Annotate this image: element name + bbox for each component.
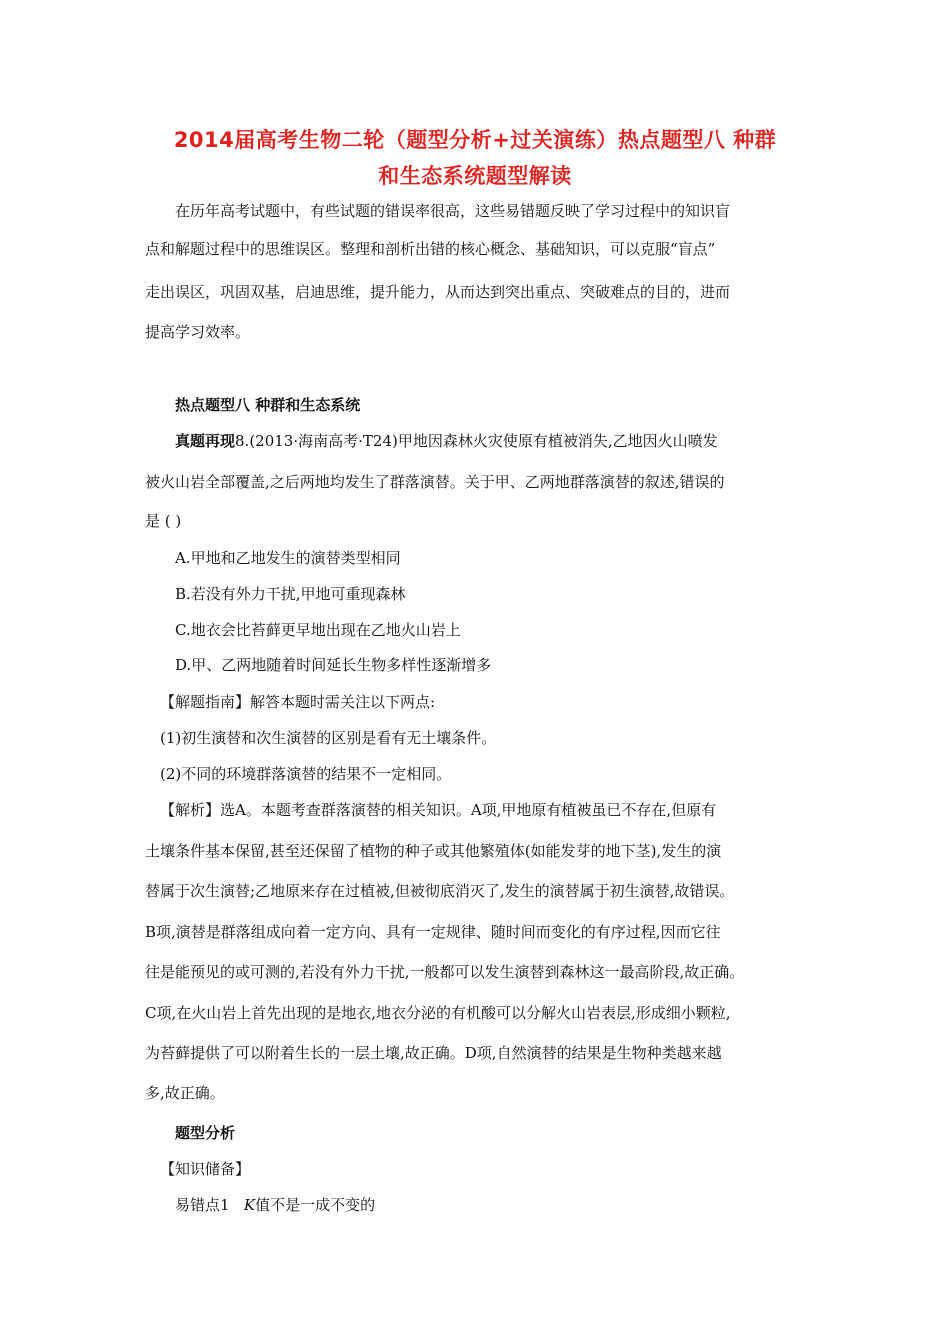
option-a: A.甲地和乙地发生的演替类型相同 [175, 549, 401, 567]
intro-line-1: 在历年高考试题中，有些试题的错误率很高，这些易错题反映了学习过程中的知识盲 [175, 202, 731, 220]
analysis-line-1: 【解析】选A。本题考查群落演替的相关知识。A项,甲地原有植被虽已不存在,但原有 [160, 801, 717, 819]
analysis-line-2: 土壤条件基本保留,甚至还保留了植物的种子或其他繁殖体(如能发芽的地下茎),发生的演 [145, 842, 722, 860]
guide-heading: 【解题指南】解答本题时需关注以下两点: [160, 693, 436, 711]
intro-line-3: 走出误区，巩固双基，启迪思维，提升能力，从而达到突出重点、突破难点的目的，进而 [145, 283, 731, 301]
analysis-line-6: C项,在火山岩上首先出现的是地衣,地衣分泌的有机酸可以分解火山岩表层,形成细小颗粒, [145, 1004, 731, 1022]
intro-line-4: 提高学习效率。 [145, 323, 251, 341]
document-title-line-2: 和生态系统题型解读 [378, 164, 572, 188]
intro-line-2: 点和解题过程中的思维误区。整理和剖析出错的核心概念、基础知识，可以克服“盲点” [145, 240, 716, 258]
document-title-line-1: 2014届高考生物二轮（题型分析+过关演练）热点题型八 种群 [173, 128, 777, 152]
guide-point-2: (2)不同的环境群落演替的结果不一定相同。 [160, 765, 452, 783]
option-d: D.甲、乙两地随着时间延长生物多样性逐渐增多 [175, 656, 492, 674]
option-b: B.若没有外力干扰,甲地可重现森林 [175, 585, 406, 603]
question-line-2: 被火山岩全部覆盖,之后两地均发生了群落演替。关于甲、乙两地群落演替的叙述,错误的 [145, 473, 725, 491]
k-symbol: K [243, 1196, 256, 1214]
question-line-1 [175, 431, 845, 451]
question-line-3: 是 ( ) [145, 512, 182, 530]
analysis-line-8: 多,故正确。 [145, 1084, 225, 1102]
error-point-1 [175, 1195, 845, 1215]
error-point-text: 值不是一成不变的 [255, 1196, 376, 1214]
error-point-prefix: 易错点1 [175, 1196, 244, 1214]
analysis-line-4: B项,演替是群落组成向着一定方向、具有一定规律、随时间而变化的有序过程,因而它往 [145, 923, 721, 941]
analysis-line-3: 替属于次生演替;乙地原来存在过植被,但被彻底消灭了,发生的演替属于初生演替,故错误。 [145, 882, 735, 900]
knowledge-heading: 【知识储备】 [160, 1160, 251, 1178]
option-c: C.地衣会比苔藓更早地出现在乙地火山岩上 [175, 621, 461, 639]
analysis-line-7: 为苔藓提供了可以附着生长的一层土壤,故正确。D项,自然演替的结果是生物种类越来越 [145, 1044, 722, 1062]
question-label: 真题再现 [175, 432, 236, 450]
guide-point-1: (1)初生演替和次生演替的区别是看有无土壤条件。 [160, 729, 497, 747]
section-heading: 热点题型八 种群和生态系统 [175, 396, 361, 414]
question-text: 8.(2013·海南高考·T24)甲地因森林火灾使原有植被消失,乙地因火山喷发 [235, 432, 718, 450]
type-analysis-heading: 题型分析 [175, 1124, 236, 1142]
analysis-line-5: 往是能预见的或可测的,若没有外力干扰,一般都可以发生演替到森林这一最高阶段,故正确。 [145, 963, 745, 981]
